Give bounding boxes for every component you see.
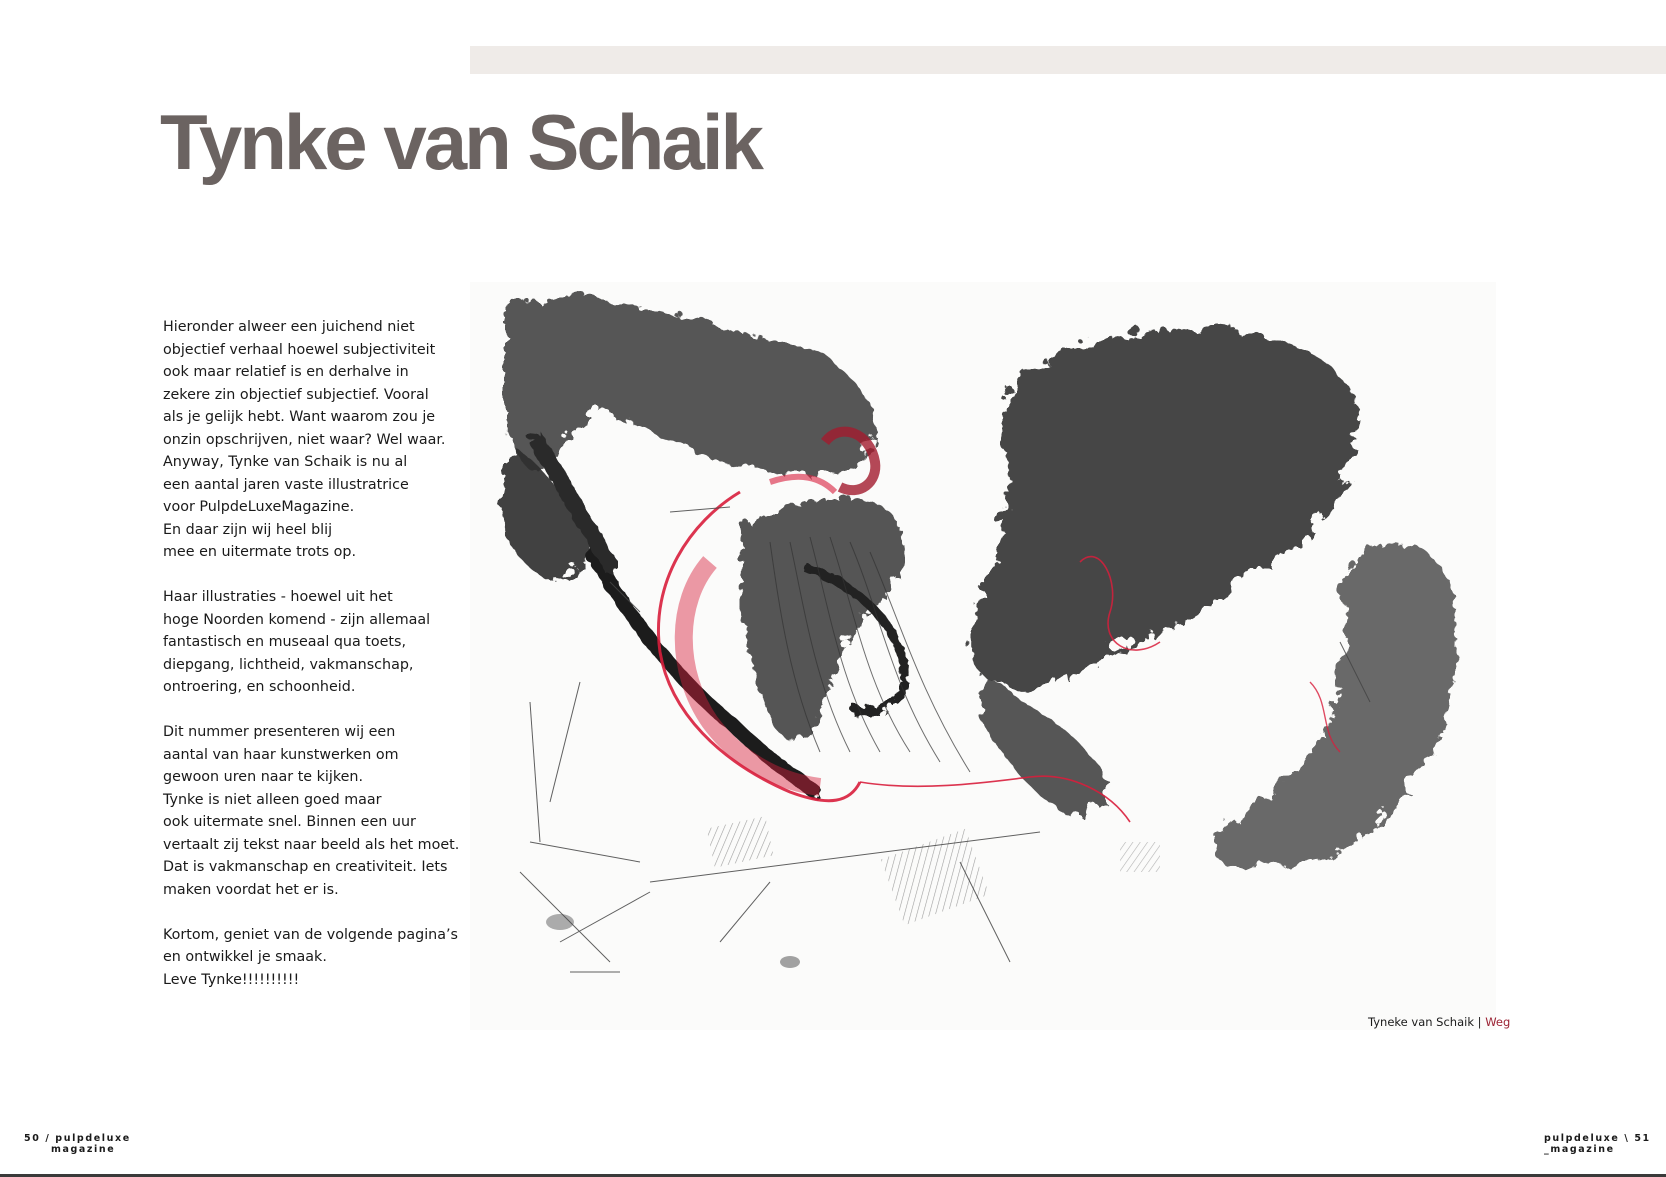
body-line: voor PulpdeLuxeMagazine. bbox=[163, 499, 355, 515]
body-line: en ontwikkel je smaak. bbox=[163, 949, 327, 965]
caption-work-title: Weg bbox=[1485, 1015, 1511, 1029]
body-line: fantastisch en museaal qua toets, bbox=[163, 634, 407, 650]
article-title: Tynke van Schaik bbox=[160, 98, 761, 186]
body-line: ontroering, en schoonheid. bbox=[163, 679, 356, 695]
folio-left-bottom: magazine bbox=[51, 1144, 116, 1155]
body-line: zekere zin objectief subjectief. Vooral bbox=[163, 386, 429, 403]
body-line: ook maar relatief is en derhalve in bbox=[163, 364, 409, 380]
body-line: Haar illustraties - hoewel uit het bbox=[163, 589, 393, 605]
body-line: aantal van haar kunstwerken om bbox=[163, 746, 399, 763]
header-band bbox=[470, 46, 1666, 74]
body-line: onzin opschrijven, niet waar? Wel waar. bbox=[163, 431, 446, 448]
charcoal-mass-right bbox=[965, 325, 1452, 865]
body-paragraph bbox=[163, 924, 463, 992]
body-line: Dat is vakmanschap en creativiteit. Iets bbox=[163, 859, 448, 875]
body-paragraph bbox=[163, 586, 463, 699]
folio-right bbox=[1544, 1133, 1651, 1155]
folio-left-top: 50 / pulpdeluxe bbox=[24, 1133, 131, 1144]
body-line: Dit nummer presenteren wij een bbox=[163, 724, 396, 740]
caption-artist: Tyneke van Schaik bbox=[1368, 1015, 1474, 1029]
sketch-marks bbox=[546, 816, 1160, 968]
body-line: diepgang, lichtheid, vakmanschap, bbox=[163, 656, 414, 673]
body-line: als je gelijk hebt. Want waarom zou je bbox=[163, 409, 436, 425]
image-caption bbox=[1368, 1015, 1510, 1029]
body-line: Hieronder alweer een juichend niet bbox=[163, 319, 415, 335]
body-line: maken voordat het er is. bbox=[163, 881, 339, 898]
body-line: hoge Noorden komend - zijn allemaal bbox=[163, 611, 431, 628]
body-line: Anyway, Tynke van Schaik is nu al bbox=[163, 454, 408, 470]
body-line: Leve Tynke!!!!!!!!!! bbox=[163, 971, 300, 988]
body-paragraph bbox=[163, 721, 463, 901]
body-line: Kortom, geniet van de volgende pagina’s bbox=[163, 926, 458, 943]
caption-separator: | bbox=[1474, 1015, 1486, 1029]
body-line: een aantal jaren vaste illustratrice bbox=[163, 476, 409, 493]
article-body bbox=[163, 316, 463, 1014]
folio-left bbox=[24, 1133, 131, 1155]
artwork-illustration bbox=[470, 282, 1496, 1030]
body-line: ook uitermate snel. Binnen een uur bbox=[163, 814, 416, 830]
body-line: vertaalt zij tekst naar beeld als het moet. bbox=[163, 836, 460, 853]
body-line: gewoon uren naar te kijken. bbox=[163, 769, 364, 785]
body-line: Tynke is niet alleen goed maar bbox=[163, 791, 382, 808]
body-line: objectief verhaal hoewel subjectiviteit bbox=[163, 341, 436, 358]
folio-right-top: pulpdeluxe \ 51 bbox=[1544, 1133, 1651, 1144]
body-paragraph bbox=[163, 316, 463, 564]
folio-right-bottom: _magazine bbox=[1544, 1144, 1615, 1155]
body-line: En daar zijn wij heel blij bbox=[163, 521, 333, 538]
body-line: mee en uitermate trots op. bbox=[163, 544, 357, 560]
